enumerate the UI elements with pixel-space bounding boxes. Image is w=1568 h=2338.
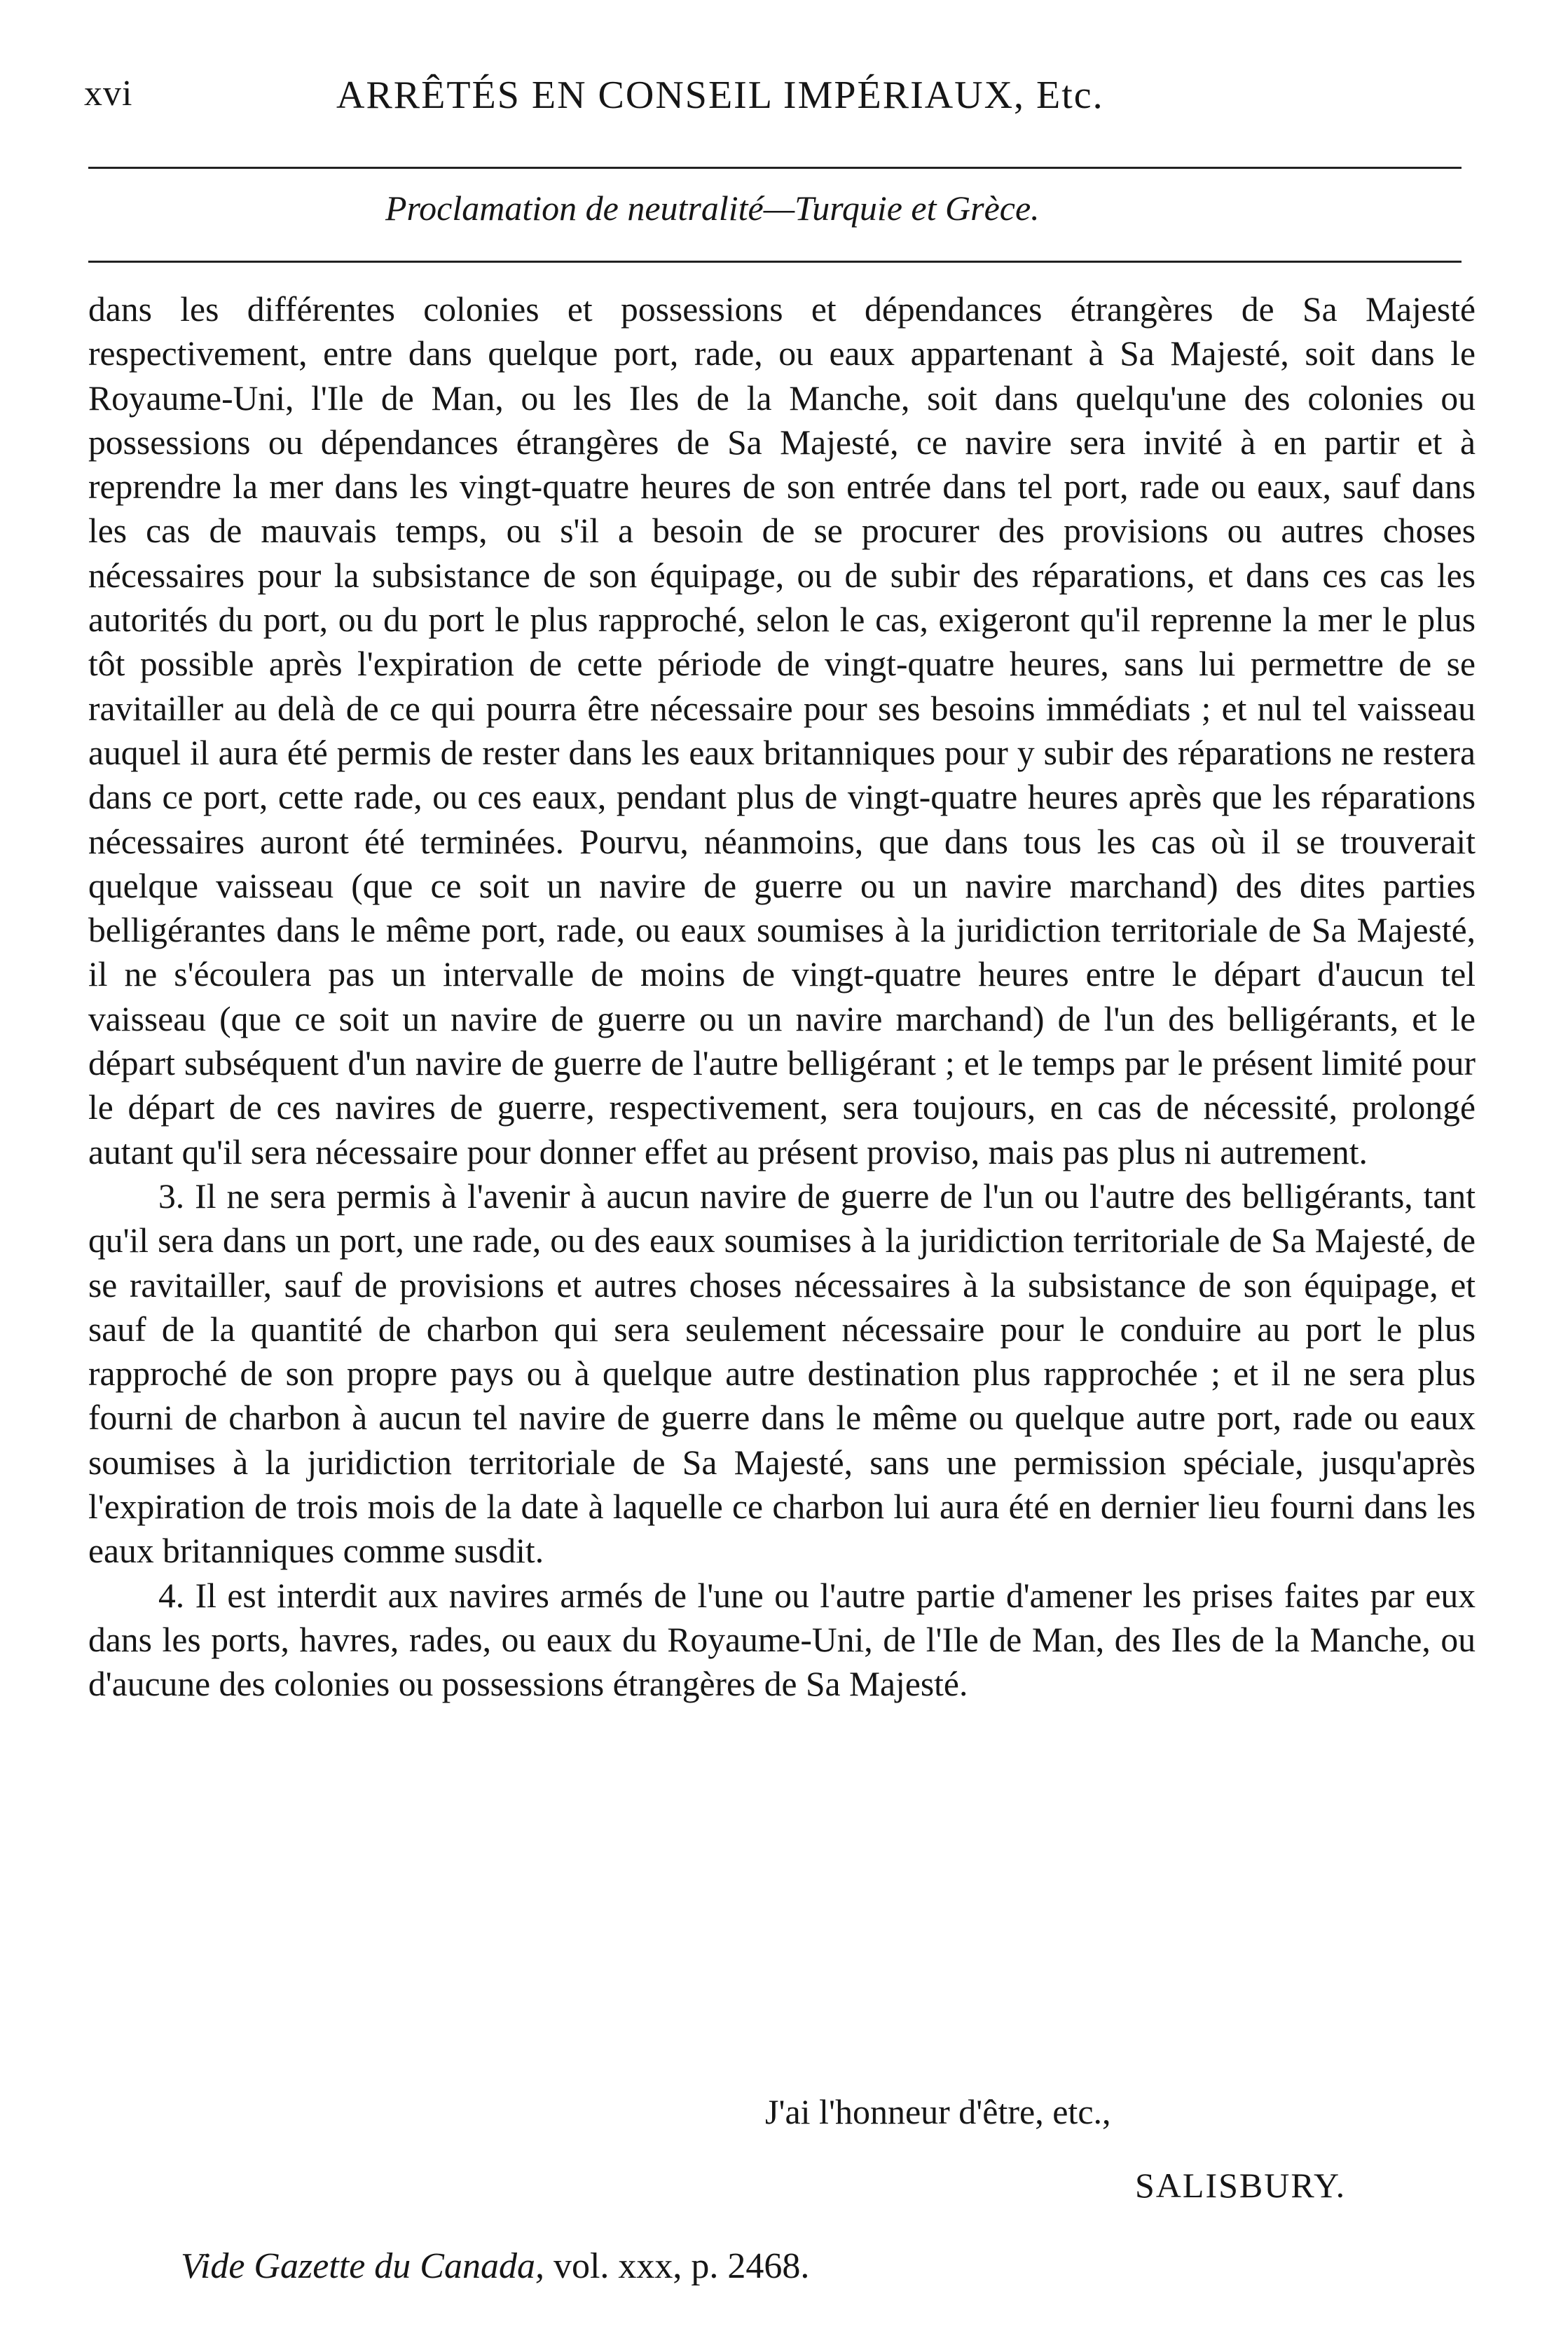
paragraph-article-3: 3. Il ne sera permis à l'avenir à aucun navire de guerre de l'un ou l'autre des belligérants, tant qu'il sera dans un port, une rade, ou des eaux soumises à la juridiction territoriale de Sa Majesté, de se ravitailler, sauf de provisions et autres choses nécessaires à la subsistance de son équipage, et sauf de la quantité de charbon qui sera seulement nécessaire pour le conduire au port le plus rapproché de son propre pays ou à quelque autre destination plus rapprochée ; et il ne sera plus fourni de charbon à aucun tel navire de guerre dans le même ou quelque autre port, rade ou eaux soumises à la juridiction territoriale de Sa Majesté, sans une permission spéciale, jusqu'après l'expiration de trois mois de la date à laquelle ce charbon lui aura été en dernier lieu fourni dans les eaux britanniques comme susdit. [88, 1176, 1476, 1571]
running-title: ARRÊTÉS EN CONSEIL IMPÉRIAUX, Etc. [336, 74, 1104, 117]
bottom-rule [88, 261, 1462, 263]
paragraph-continued: dans les différentes colonies et possessions et dépendances étrangères de Sa Majesté respectivement, entre dans quelque port, rade, ou eaux appartenant à Sa Majesté, soit dans le Royaume-Uni, l'Ile de Man, ou les Iles de la Manche, soit dans quelqu'une des colonies ou possessions ou dépendances étrangères de Sa Majesté, ce navire sera invité à en partir et à reprendre la mer dans les vingt-quatre heures de son entrée dans tel port, rade ou eaux, sauf dans les cas de mauvais temps, ou s'il a besoin de se procurer des provisions ou autres choses nécessaires pour la subsistance de son équipage, ou de subir des réparations, et dans ces cas les autorités du port, ou du port le plus rapproché, selon le cas, exigeront qu'il reprenne la mer le plus tôt possible après l'expiration de cette période de vingt-quatre heures, sans lui permettre de se ravitailler au delà de ce qui pourra être nécessaire pour ses besoins immédiats ; et nul tel vaisseau auquel il aura été permis de rester dans les eaux britanniques pour y subir des réparations ne restera dans ce port, cette rade, ou ces eaux, pendant plus de vingt-quatre heures après que les réparations nécessaires auront été terminées. Pourvu, néanmoins, que dans tous les cas où il se trouverait quelque vaisseau (que ce soit un navire de guerre ou un navire marchand) des dites parties belligérantes dans le même port, rade, ou eaux soumises à la juridiction territoriale de Sa Majesté, il ne s'écoulera pas un intervalle de moins de vingt-quatre heures entre le départ d'aucun tel vaisseau (que ce soit un navire de guerre ou un navire marchand) de l'un des belligérants, et le départ subséquent d'un navire de guerre de l'autre belligérant ; et le temps par le présent limité pour le départ de ces navires de guerre, respectivement, sera toujours, en cas de nécessité, prolongé autant qu'il sera nécessaire pour donner effet au présent proviso, mais pas plus ni autrement. [88, 290, 1476, 1171]
top-rule [88, 167, 1462, 169]
source-citation [181, 2246, 809, 2287]
signature: SALISBURY. [1135, 2166, 1347, 2205]
citation-reference: vol. xxx, p. 2468. [553, 2246, 810, 2286]
page-header [84, 60, 1478, 116]
page-number: xvi [84, 74, 133, 114]
section-subtitle: Proclamation de neutralité—Turquie et Grèce. [385, 188, 1040, 228]
paragraph-article-4: 4. Il est interdit aux navires armés de l'une ou l'autre partie d'amener les prises faites par eux dans les ports, havres, rades, ou eaux du Royaume-Uni, de l'Ile de Man, des Iles de la Manche, ou d'aucune des colonies ou possessions étrangères de Sa Majesté. [88, 1576, 1476, 1704]
closing-formula: J'ai l'honneur d'être, etc., [765, 2092, 1111, 2131]
body-text [88, 287, 1476, 1707]
citation-gazette: Vide Gazette du Canada, [181, 2246, 544, 2286]
